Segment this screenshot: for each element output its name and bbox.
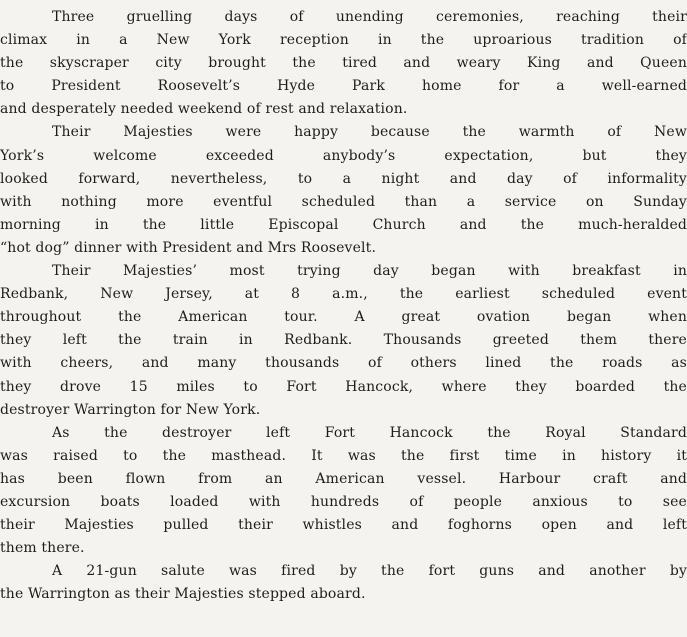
paragraph xyxy=(0,422,687,561)
text-line: Three gruelling days of unending ceremonies, reaching their xyxy=(52,9,687,25)
text-line: their Majesties pulled their whistles and foghorns open and left xyxy=(0,517,687,534)
text-line: was raised to the masthead. It was the first time in history it xyxy=(0,447,687,464)
text-line: throughout the American tour. A great ovation began when xyxy=(0,309,687,326)
text-line: climax in a New York reception in the uproarious tradition of xyxy=(0,32,687,49)
article-body xyxy=(0,6,687,606)
text-line: the skyscraper city brought the tired and weary King and Queen xyxy=(0,55,687,72)
paragraph xyxy=(0,121,687,260)
text-line: with cheers, and many thousands of others lined the roads as xyxy=(0,355,687,372)
text-line: As the destroyer left Fort Hancock the Royal Standard xyxy=(52,424,687,441)
text-line: looked forward, nevertheless, to a night and day of informality xyxy=(0,170,687,187)
text-line: with nothing more eventful scheduled than a service on Sunday xyxy=(0,193,687,210)
text-line: morning in the little Episcopal Church and the much-heralded xyxy=(0,216,687,233)
text-line: to President Roosevelt’s Hyde Park home for a well-earned xyxy=(0,78,687,95)
paragraph xyxy=(0,260,687,422)
text-line: Their Majesties were happy because the warmth of New xyxy=(52,124,687,141)
text-line: Redbank, New Jersey, at 8 a.m., the earliest scheduled event xyxy=(0,286,687,303)
text-line: “hot dog” dinner with President and Mrs Roosevelt. xyxy=(0,239,377,256)
text-line: Their Majesties’ most trying day began with breakfast in xyxy=(52,263,687,280)
text-line: destroyer Warrington for New York. xyxy=(0,401,261,418)
text-line: the Warrington as their Majesties stepped aboard. xyxy=(0,586,366,603)
text-line: has been flown from an American vessel. Harbour craft and xyxy=(0,470,687,487)
paragraph xyxy=(0,560,687,606)
text-line: York’s welcome exceeded anybody’s expectation, but they xyxy=(0,147,687,164)
text-line: and desperately needed weekend of rest and relaxation. xyxy=(0,101,408,118)
text-line: excursion boats loaded with hundreds of people anxious to see xyxy=(0,493,687,510)
text-line: A 21-gun salute was fired by the fort guns and another by xyxy=(52,563,687,580)
paragraph xyxy=(0,6,687,121)
text-line: they left the train in Redbank. Thousands greeted them there xyxy=(0,332,687,349)
text-line: them there. xyxy=(0,540,85,557)
text-line: they drove 15 miles to Fort Hancock, where they boarded the xyxy=(0,378,687,395)
